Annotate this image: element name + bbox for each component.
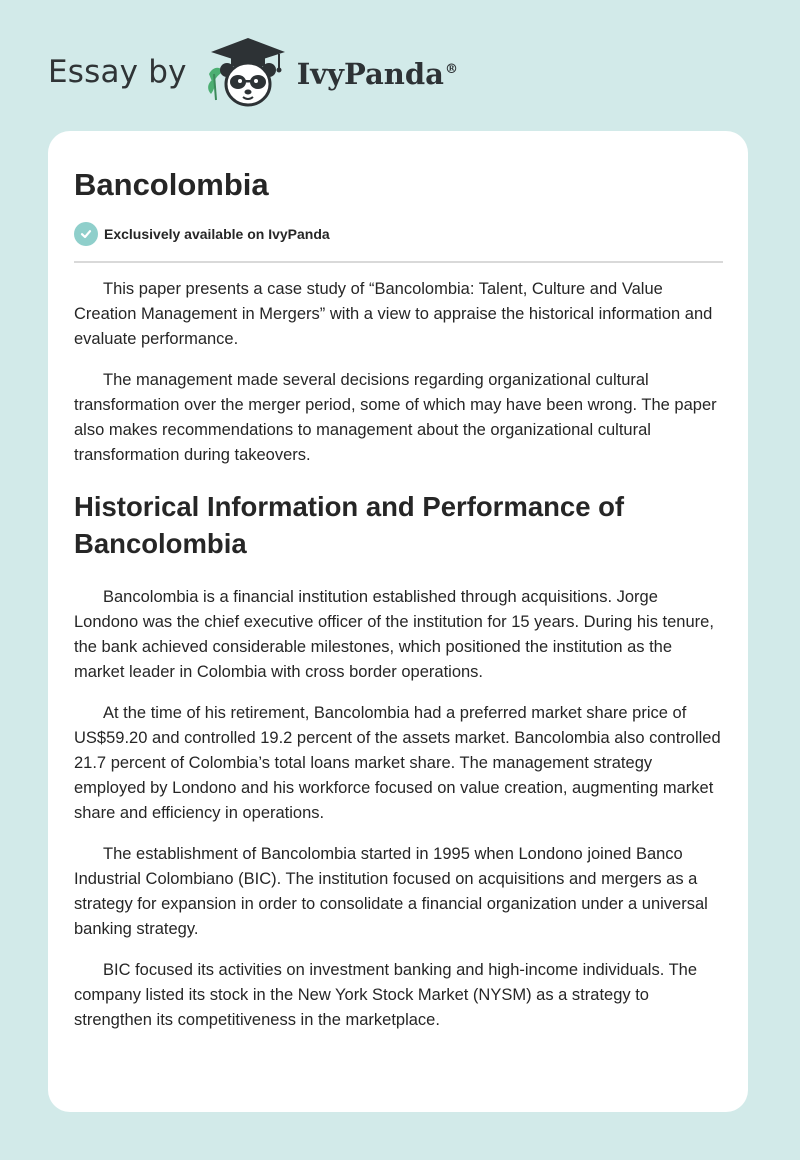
intro-paragraph: The management made several decisions regarding organizational cultural transformation over the merger period, some of which may have been wrong. The paper also makes recommendations to management about the organizational cultural transformation during takeovers.	[74, 371, 717, 464]
exclusive-badge	[74, 222, 330, 246]
section-paragraph: BIC focused its activities on investment banking and high-income individuals. The company listed its stock in the New York Stock Market (NYSM) as a strategy to strengthen its competitiveness in the marketplace.	[74, 961, 698, 1029]
section-paragraph: At the time of his retirement, Bancolombia had a preferred market share price of US$59.20 and controlled 19.2 percent of the assets market. Bancolombia also controlled 21.7 percent of Colombia’s total loans market share. The management strategy employed by Londono and his workforce focused on value creation, augmenting market share and efficiency in operations.	[74, 704, 721, 822]
essay-body	[74, 277, 724, 1049]
title-divider	[74, 261, 723, 263]
section-paragraph: The establishment of Bancolombia started in 1995 when Londono joined Banco Industrial Colombiano (BIC). The institution focused on acquisitions and mergers as a strategy for expansion in order to consolidate a financial organization under a universal banking strategy.	[74, 845, 708, 938]
check-circle-icon	[74, 222, 98, 246]
registered-mark: ®	[444, 62, 458, 78]
brand-name: IvyPanda®	[296, 57, 458, 91]
exclusive-badge-text: Exclusively available on IvyPanda	[104, 226, 330, 242]
panda-logo-icon	[203, 34, 293, 110]
essay-card	[48, 131, 748, 1112]
section-heading: Historical Information and Performance of Bancolombia	[74, 491, 625, 559]
brand-prefix: Essay by	[48, 54, 187, 90]
intro-paragraph: This paper presents a case study of “Bancolombia: Talent, Culture and Value Creation Management in Mergers” with a view to appraise the historical information and evaluate performance.	[74, 280, 713, 348]
essay-title: Bancolombia	[74, 167, 269, 202]
section-paragraph: Bancolombia is a financial institution established through acquisitions. Jorge Londono was the chief executive officer of the institution for 15 years. During his tenure, the bank achieved considerable milestones, which positioned the institution as the market leader in Colombia with cross border operations.	[74, 588, 714, 681]
brand-header[interactable]	[48, 34, 458, 110]
